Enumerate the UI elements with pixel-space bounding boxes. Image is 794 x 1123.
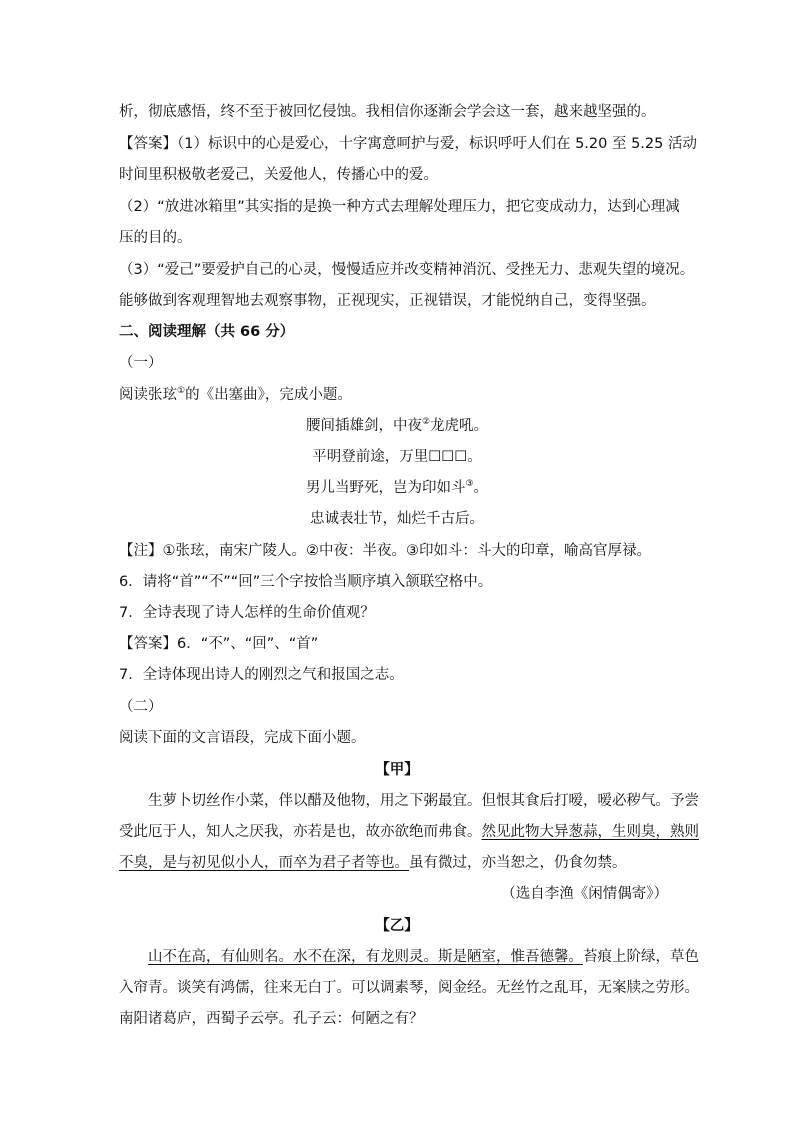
underlined-text: 不臭，是与初见似小人，而卒为君子者等也。 bbox=[119, 855, 409, 871]
poem-line bbox=[0, 416, 794, 436]
poem-line: 忠诚表壮节，灿烂千古后。 bbox=[310, 511, 484, 527]
subsection-heading: （二） bbox=[119, 699, 163, 715]
note-line: 【注】①张玹，南宋广陵人。②中夜：半夜。③印如斗：斗大的印章，喻高官厚禄。 bbox=[119, 543, 651, 559]
paragraph-line: （3）“爱己”要爱护自己的心灵，慢慢适应并改变精神消沉、受挫无力、悲观失望的境况。 bbox=[119, 262, 695, 278]
underlined-text: 山不在高，有仙则名。水不在深，有龙则灵。斯是陋室，惟吾德馨。 bbox=[148, 949, 583, 965]
passage-text: 受此厄于人，知人之厌我，亦若是也，故亦欲绝而弗食。 bbox=[119, 824, 482, 840]
instruction-text: 阅读张玹 bbox=[119, 387, 177, 403]
paragraph-line: 时间里积极敬老爱己，关爱他人，传播心中的爱。 bbox=[119, 167, 438, 183]
passage-line: 生萝卜切丝作小菜，伴以醋及他物，用之下粥最宜。但恨其食后打嗳，嗳必秽气。予尝 bbox=[148, 793, 699, 809]
poem-text: 龙虎吼。 bbox=[430, 418, 489, 434]
paragraph-line: 压的目的。 bbox=[119, 230, 192, 246]
answer-line: 【答案】（1）标识中的心是爱心，十字寓意呵护与爱，标识呼吁人们在 5.20 至 5.25 活动 bbox=[119, 136, 697, 152]
poem-text: 腰间插雄剑，中夜 bbox=[305, 418, 422, 434]
question-line: 7．全诗表现了诗人怎样的生命价值观？ bbox=[119, 605, 375, 621]
poem-text: 。 bbox=[473, 480, 489, 496]
paragraph-line: 能够做到客观理智地去观察事物，正视现实，正视错误，才能悦纳自己，变得坚强。 bbox=[119, 293, 656, 309]
subsection-heading: （一） bbox=[119, 355, 163, 371]
instruction-line: 阅读下面的文言语段，完成下面小题。 bbox=[119, 730, 366, 746]
footnote-marker: ③ bbox=[465, 479, 474, 490]
footnote-marker: ① bbox=[177, 386, 186, 397]
passage-heading-yi: 【乙】 bbox=[375, 918, 419, 934]
section-heading: 二、阅读理解（共 66 分） bbox=[119, 324, 295, 340]
passage-line bbox=[119, 853, 679, 873]
passage-line: 南阳诸葛庐，西蜀子云亭。孔子云：何陋之有？ bbox=[119, 1011, 424, 1027]
poem-text: 男儿当野死，岂为印如斗 bbox=[305, 480, 466, 496]
answer-line: 【答案】6．“不”、“回”、“首” bbox=[119, 636, 319, 652]
paragraph-line: 析，彻底感悟，终不至于被回忆侵蚀。我相信你逐渐会学会这一套，越来越坚强的。 bbox=[119, 104, 656, 120]
poem-line bbox=[0, 478, 794, 498]
passage-heading-jia: 【甲】 bbox=[375, 762, 419, 778]
poem-line: 平明登前途，万里☐☐☐。 bbox=[312, 449, 482, 465]
passage-line bbox=[119, 822, 699, 842]
passage-text: 苔痕上阶绿，草色 bbox=[583, 949, 699, 965]
question-line: 6．请将“首”“不”“回”三个字按恰当顺序填入颔联空格中。 bbox=[119, 574, 493, 590]
instruction-text: 的《出塞曲》，完成小题。 bbox=[185, 387, 352, 403]
passage-line bbox=[148, 947, 708, 967]
answer-line: 7．全诗体现出诗人的刚烈之气和报国之志。 bbox=[119, 667, 404, 683]
paragraph-line: （2）“放进冰箱里”其实指的是换一种方式去理解处理压力，把它变成动力，达到心理减 bbox=[119, 199, 680, 215]
passage-line: 入帘青。谈笑有鸿儒，往来无白丁。可以调素琴，阅金经。无丝竹之乱耳，无案牍之劳形。 bbox=[119, 980, 699, 996]
underlined-text: 然见此物大异葱蒜，生则臭，熟则 bbox=[481, 824, 699, 840]
footnote-marker: ② bbox=[421, 417, 431, 428]
instruction-line bbox=[119, 385, 679, 405]
source-citation: （选自李渔《闲情偶寄》） bbox=[501, 886, 668, 902]
passage-text: 虽有微过，亦当恕之，仍食勿禁。 bbox=[409, 855, 627, 871]
